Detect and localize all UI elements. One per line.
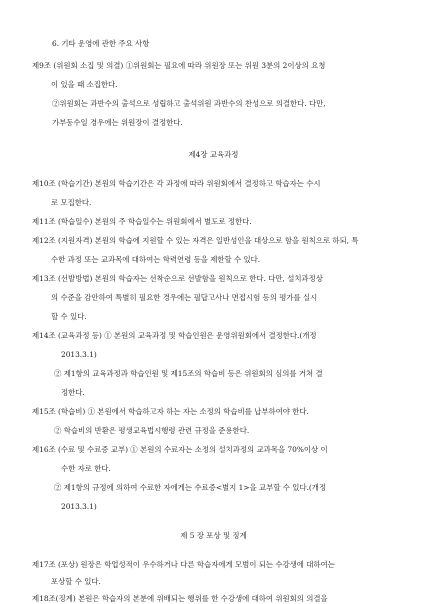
chapter-4-heading: 제4장 교육과정 (188, 150, 239, 159)
article-11-line-1: 제11조 (학습일수) 본원의 주 학습일수는 위원회에서 별도로 정한다. (32, 217, 252, 226)
article-13-line-2: 의 수준을 감안하여 특별히 필요한 경우에는 필답고사나 면접시험 등의 평가를 실시 (51, 293, 318, 302)
article-9-line-4: 가부동수일 경우에는 위원장이 결정한다. (52, 118, 183, 127)
article-13-line-1: 제13조 (선발방법) 본원의 학습자는 선착순으로 선발함을 원칙으로 한다. 다만, 설치과정상 (32, 274, 323, 283)
article-15-line-2: ② 학습비의 반환은 평생교육법시행령 관련 규정을 준용한다. (54, 426, 250, 435)
article-9-line-2: 이 있을 때 소집한다. (51, 80, 118, 89)
chapter-5-heading: 제 5 장 포상 및 징계 (180, 531, 247, 540)
article-16-line-2: 수한 자로 한다. (61, 464, 111, 473)
article-10-line-1: 제10조 (학습기간) 본원의 학습기간은 각 과정에 따라 위원회에서 결정하고 학습자는 수시 (32, 179, 321, 188)
article-12-line-2: 수한 과정 또는 교과목에 대하여는 학력연령 등을 제한할 수 있다. (51, 255, 261, 264)
section-item-6: 6. 기타 운영에 관한 주요 사항 (52, 39, 150, 48)
article-17-line-2: 포상할 수 있다. (51, 577, 101, 586)
article-18-line-1: 제18조(징계) 본원은 학습자의 본분에 위배되는 행위를 한 수강생에 대하여 위원회의 의결을 (32, 594, 328, 603)
article-9-line-1: 제9조 (위원회 소집 및 의결) ①위원회는 필요에 따라 위원장 또는 위원 3분의 2이상의 요청 (32, 61, 326, 70)
article-10-line-2: 로 모집한다. (51, 198, 92, 207)
article-14-line-4: 정한다. (61, 388, 85, 397)
article-14-line-3: ② 제1항의 교육과정과 학습인원 및 제15조의 학습비 등은 위원회의 심의를 거쳐 결 (54, 369, 323, 378)
article-13-line-3: 할 수 있다. (51, 312, 87, 321)
article-12-line-1: 제12조 (지원자격) 본원의 학습에 지원할 수 있는 자격은 일반성인을 대상으로 함을 원칙으로 하되, 특 (32, 236, 359, 245)
article-16-line-4: 2013.3.1) (61, 502, 97, 511)
article-16-line-3: ② 제1항의 규정에 의하여 수료한 자에게는 수료증<별지 1>을 교부할 수 있다.(개정 (54, 483, 327, 492)
article-15-line-1: 제15조 (학습비) ① 본원에서 학습하고자 하는 자는 소정의 학습비를 납부하여야 한다. (32, 407, 309, 416)
article-16-line-1: 제16조 (수료 및 수료증 교부) ① 본원의 수료자는 소정의 설치과정의 교과목을 70%이상 이 (32, 445, 328, 454)
article-14-line-2: 2013.3.1) (61, 350, 97, 359)
article-9-line-3: ②위원회는 과반수의 출석으로 성립하고 출석위원 과반수의 찬성으로 의결한다. 다만, (52, 99, 326, 108)
article-17-line-1: 제17조 (포상) 원장은 학업성적이 우수하거나 다른 학습자에게 모범이 되는 수강생에 대하여는 (32, 560, 335, 569)
article-14-line-1: 제14조 (교육과정 등) ① 본원의 교육과정 및 학습인원은 운영위원회에서 결정한다.(개정 (32, 331, 317, 340)
